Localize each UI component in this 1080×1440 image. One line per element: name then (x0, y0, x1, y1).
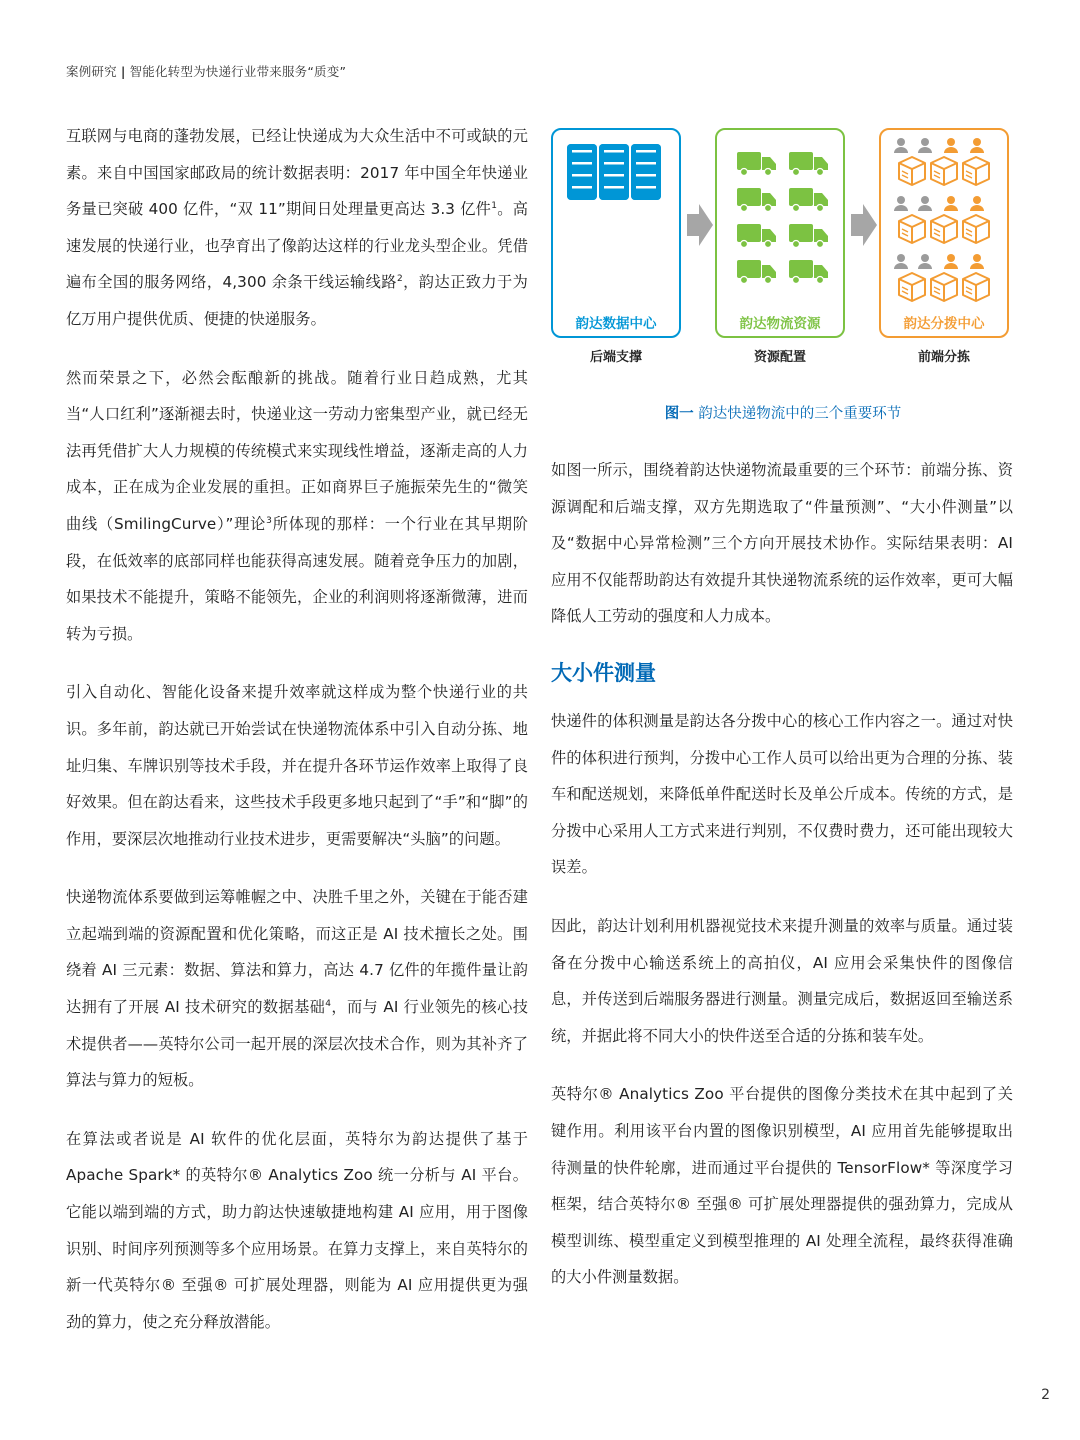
truck-icon (789, 224, 828, 248)
caption-label: 图一 (664, 406, 694, 422)
p1-part-c: ，韵达正致力于为亿万用户提供优质、便捷的快递服务。 (66, 273, 528, 328)
parcel-icon (963, 273, 989, 301)
p4-part-b: ，而与 AI 行业领先的核心技术提供者——英特尔公司一起开展的深层次技术合作，则为其补齐了算法与算力的短板。 (66, 998, 528, 1090)
section-heading: 大小件测量 (551, 660, 656, 685)
person-icon (918, 138, 932, 153)
p1-part-b: 。高速发展的快递行业，也孕育出了像韵达这样的行业龙头型企业。凭借遍布全国的服务网络，4,300 余条干线运输线路 (66, 200, 529, 292)
p2-part-b: 所体现的那样：一个行业在其早期阶段，在低效率的底部同样也能获得高速发展。随着竞争压力的加剧，如果技术不能提升，策略不能领先，企业的利润则将逐渐微薄，进而转为亏损。 (66, 514, 528, 643)
footnote-2: 2 (396, 274, 403, 285)
arrow-icon (849, 202, 879, 248)
truck-icon (789, 260, 828, 284)
server-icon (553, 130, 679, 310)
figure-box-datacenter (551, 128, 681, 338)
person-icon (894, 196, 908, 211)
box-title-logistics: 韵达物流资源 (739, 316, 821, 332)
server-icon (631, 144, 661, 200)
parcel-icon (899, 273, 925, 301)
truck-icon (737, 260, 776, 284)
parcel-icon (931, 157, 957, 185)
header-separator: | (120, 64, 126, 79)
parcel-icon (931, 215, 957, 243)
parcel-icon (899, 215, 925, 243)
paragraph-ecommerce (66, 118, 528, 338)
person-icon (970, 196, 984, 211)
truck-icon (737, 224, 776, 248)
parcel-icon (899, 157, 925, 185)
paragraph-vision: 因此，韵达计划利用机器视觉技术来提升测量的效率与质量。通过装备在分拨中心输送系统上的高拍仪，AI 应用会采集快件的图像信息，并传送到后端服务器进行测量。测量完成后，数据返回至输送系统，并据此将不同大小的快件送至合适的分拣和装车处。 (551, 916, 1013, 1045)
figure-caption (551, 402, 1015, 423)
person-icon (944, 254, 958, 269)
truck-icon (737, 188, 776, 212)
parcel-icon (963, 215, 989, 243)
paragraph-analytics-zoo: 英特尔® Analytics Zoo 平台提供的图像分类技术在其中起到了关键作用。利用该平台内置的图像识别模型，AI 应用首先能够提取出待测量的快件轮廓，进而通过平台提供的 TensorFlow* 等深度学习框架，结合英特尔® 至强® 可扩展处理器提供的强劲算力，完成从模型训练、模型重定义到模型推理的 AI 处理全流程，最终获得准确的大小件测量数据。 (551, 1085, 1013, 1287)
running-header (66, 62, 346, 80)
person-icon (944, 196, 958, 211)
person-icon (970, 254, 984, 269)
box-subtitle-logistics: 资源配置 (753, 350, 806, 365)
p1-part-a: 互联网与电商的蓬勃发展，已经让快递成为大众生活中不可或缺的元素。来自中国国家邮政局的统计数据表明：2017 年中国全年快递业务量已突破 400 亿件，“双 11”期间日处理量更高达 3.3 亿件 (66, 127, 528, 219)
parcel-icon (963, 157, 989, 185)
box-subtitle-distribution: 前端分拣 (917, 350, 970, 365)
paragraph-volume: 快递件的体积测量是韵达各分拨中心的核心工作内容之一。通过对快件的体积进行预判，分拨中心工作人员可以给出更为合理的分拣、装车和配送规划，来降低单件配送时长及单公斤成本。传统的方式，是分拨中心采用人工方式来进行判别，不仅费时费力，还可能出现较大误差。 (551, 711, 1013, 877)
right-column (551, 118, 1013, 1318)
box-subtitle-datacenter: 后端支撑 (589, 350, 642, 365)
figure-box-logistics (715, 128, 845, 338)
person-icon (918, 254, 932, 269)
figure-box-distribution (879, 128, 1009, 338)
person-icon (944, 138, 958, 153)
person-icon (894, 138, 908, 153)
paragraph-software: 在算法或者说是 AI 软件的优化层面，英特尔为韵达提供了基于 Apache Spark* 的英特尔® Analytics Zoo 统一分析与 AI 平台。它能以端到端的方式，助力韵达快速敏捷地构建 AI 应用，用于图像识别、时间序列预测等多个应用场景。在算力支撑上，来自英特尔的新一代英特尔® 至强® 可扩展处理器，则能为 AI 应用提供更为强劲的算力，使之充分释放潜能。 (66, 1129, 528, 1331)
truck-icon (737, 152, 776, 176)
person-icon (918, 196, 932, 211)
box-title-datacenter: 韵达数据中心 (575, 316, 657, 332)
box-title-distribution: 韵达分拨中心 (903, 316, 985, 332)
left-column (66, 118, 528, 1362)
parcel-icon (931, 273, 957, 301)
person-icon (970, 138, 984, 153)
paragraph-automation: 引入自动化、智能化设备来提升效率就这样成为整个快递行业的共识。多年前，韵达就已开始尝试在快递物流体系中引入自动分拣、地址归集、车牌识别等技术手段，并在提升各环节运作效率上取得了良好效果。但在韵达看来，这些技术手段更多地只起到了“手”和“脚”的作用，要深层次地推动行业技术进步，更需要解决“头脑”的问题。 (66, 683, 528, 848)
right-text (551, 452, 1013, 1296)
header-title: 智能化转型为快递行业带来服务“质变” (129, 64, 347, 79)
arrow-icon (685, 202, 715, 248)
truck-icon (717, 130, 843, 310)
server-icon (567, 144, 597, 200)
paragraph-intro: 如图一所示，围绕着韵达快递物流最重要的三个环节：前端分拣、资源调配和后端支撑，双方先期选取了“件量预测”、“大小件测量”以及“数据中心异常检测”三个方向开展技术协作。实际结果表明：AI 应用不仅能帮助韵达有效提升其快递物流系统的运作效率，更可大幅降低人工劳动的强度和人力成本。 (551, 461, 1013, 626)
truck-icon (789, 152, 828, 176)
footnote-4: 4 (325, 999, 332, 1009)
page-number: 2 (1041, 1387, 1050, 1403)
p2-part-a: 然而荣景之下，必然会酝酿新的挑战。随着行业日趋成熟，尤其当“人口红利”逐渐褪去时，快递业这一劳动力密集型产业，就已经无法再凭借扩大人力规模的传统模式来实现线性增益，逐渐走高的人力成本，正在成为企业发展的重担。正如商界巨子施振荣先生的“微笑曲线（SmilingCurve）”理论 (66, 368, 528, 533)
footnote-1: 1 (491, 201, 498, 212)
person-icon (894, 254, 908, 269)
paragraph-ai-elements (66, 879, 528, 1099)
parcel-icon (881, 130, 1007, 310)
p4-part-a: 快递物流体系要做到运筹帷幄之中、决胜千里之外，关键在于能否建立起端到端的资源配置和优化策略，而这正是 AI 技术擅长之处。围绕着 AI 三元素：数据、算法和算力，高达 4.7 亿件的年揽件量让韵达拥有了开展 AI 技术研究的数据基础 (66, 888, 528, 1017)
figure-logistics-flow (551, 118, 1015, 422)
footnote-3: 3 (266, 515, 272, 526)
caption-text: 韵达快递物流中的三个重要环节 (698, 406, 902, 422)
header-section: 案例研究 (66, 64, 117, 79)
truck-icon (789, 188, 828, 212)
paragraph-challenge (66, 360, 528, 653)
server-icon (599, 144, 629, 200)
